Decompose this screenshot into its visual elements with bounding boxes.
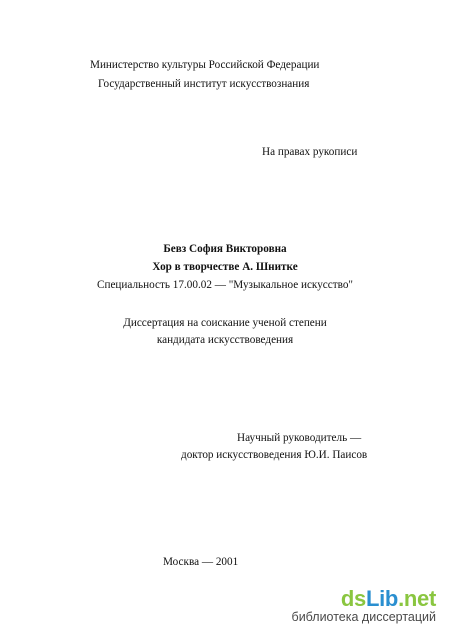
logo-lib: Lib: [365, 586, 399, 611]
dslib-logo: [292, 588, 436, 610]
dslib-watermark: [292, 588, 436, 624]
place-and-year: Москва — 2001: [163, 556, 239, 568]
manuscript-rights-note: На правах рукописи: [262, 146, 358, 158]
author-name: Бевз София Викторовна: [163, 243, 287, 255]
degree-line-2: кандидата искусствоведения: [156, 334, 294, 346]
logo-ds: ds: [340, 586, 366, 611]
specialty-line: Специальность 17.00.02 — "Музыкальное искусство": [97, 279, 353, 291]
watermark-caption: библиотека диссертаций: [291, 610, 436, 624]
ministry-name: Министерство культуры Российской Федерации: [90, 59, 320, 71]
logo-net: .net: [398, 586, 436, 611]
supervisor-label: Научный руководитель —: [237, 432, 362, 444]
dissertation-title: Хор в творчестве А. Шнитке: [152, 261, 298, 273]
degree-line-1: Диссертация на соискание ученой степени: [123, 317, 327, 329]
supervisor-name: доктор искусствоведения Ю.И. Паисов: [181, 449, 368, 461]
institute-name: Государственный институт искусствознания: [98, 78, 310, 90]
